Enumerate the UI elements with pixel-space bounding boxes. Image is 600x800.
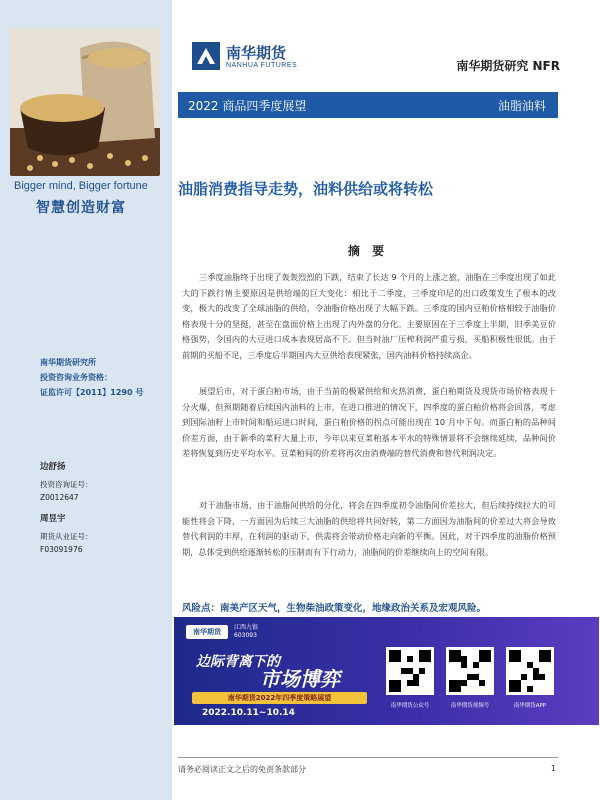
footer-divider	[178, 757, 558, 758]
qr-caption: 南华期货公众号	[390, 703, 430, 709]
abstract-paragraph: 三季度油脂终于出现了轰轰烈烈的下跌，结束了长达 9 个月的上涨之旅，油脂在三季度出现了如此大的下跌行情主要原因是供给端的巨大变化：相比于二季度，三季度印尼的出口政策发生了根本的改变，极大的改变了全球油脂的供给，令油脂价格出现了大幅下跌。三季度的国内豆粕价格相较于油脂价格表现十分的坚挺，甚至在盘面价格上出现了内外盘的分化。主要原因在于三季度上半期，旧季美豆价格强势，令国内的大豆进口成本表现居高不下。但当时油厂压榨利润严重亏损，买船积极性很低。由于前期的买船不足，三季度后半期国内大豆供给表现紧张，国内油料价格持续高企。	[182, 272, 556, 360]
slogan-english: Bigger mind, Bigger fortune	[14, 180, 148, 192]
qr-code-icon[interactable]	[446, 647, 494, 695]
nanhua-logo	[190, 40, 297, 72]
research-tag: 南华期货研究 NFR	[456, 59, 560, 73]
institute-name: 南华期货研究所	[40, 358, 96, 367]
license-number: 证监许可【2011】1290 号	[40, 388, 144, 397]
qr-caption: 南华期货视频号	[450, 703, 490, 709]
logo-chinese: 南华期货	[226, 43, 287, 62]
slogan-chinese: 智慧创造财富	[36, 200, 126, 216]
logo-english: NANHUA FUTURES	[226, 61, 298, 69]
analyst-name: 周昱宇	[40, 514, 66, 524]
qr-caption: 南华期货APP	[513, 703, 547, 709]
ad-subtitle-bar: 南华期货2022年四季度策略展望	[192, 692, 367, 704]
ad-title-line1: 边际背离下的	[196, 654, 280, 670]
abstract-paragraph: 展望后市，对于蛋白粕市场，由于当前的极紧供给和火热消费，蛋白粕期货及现货市场价格表现十分火爆，但预期随着后续国内油料的上市，在进口推进的情况下，四季度的蛋白粕价格将会回落，考虑到国际油籽上市时间和船运进口时间，蛋白粕价格的拐点可能出现在 10 月中下旬。而蛋白粕的品种间价差方面，由于新季的菜籽大量上市，今年以来豆菜粕基本平水的特殊情景将不会继续延续，品种间价差将恢复到历史平均水平。豆菜粕间的价差将再次由消费端的替代消费和替代利润决定。	[182, 386, 556, 458]
report-headline: 油脂消费指导走势，油料供给或将转松	[178, 180, 434, 198]
analyst-license: F03091976	[40, 545, 83, 554]
analyst-license-label: 投资咨询证号：	[40, 480, 93, 489]
strategy-conference-ad[interactable]	[174, 617, 599, 725]
risk-points: 风险点：南美产区天气，生物柴油政策变化，地缘政治关系及宏观风险。	[182, 603, 487, 614]
sidebar	[0, 0, 172, 800]
report-banner	[178, 92, 558, 118]
analyst-license-label: 期货从业证号：	[40, 532, 93, 541]
ad-title-line2: 市场博弈	[260, 667, 340, 691]
analyst-name: 边舒扬	[40, 462, 66, 472]
report-sector: 油脂油料	[497, 99, 546, 113]
analyst-license: Z0012647	[40, 493, 79, 502]
ad-date: 2022.10.11~10.14	[202, 708, 295, 718]
analyst-1	[40, 460, 93, 504]
abstract-paragraph: 对于油脂市场，由于油脂间供给的分化，将会在四季度初令油脂间价差拉大，但后续持续拉大的可能性将会下降，一方面因为后续三大油脂的供给将共同好转，第二方面因为油脂间的价差过大将会导致替代利润的丰厚，在利润的驱动下，供需将会带动价格走向新的平衡。因此，对于四季度的油脂价格预期，总体受到供给逐渐转松的压制而有下行动力，油脂间的价差继续向上的空间有限。	[182, 500, 556, 557]
page-number: 1	[550, 764, 556, 773]
qr-code-icon[interactable]	[386, 647, 434, 695]
institute-info	[40, 355, 143, 400]
disclaimer-note: 请务必阅读正文之后的免责条款部分	[178, 765, 306, 774]
analyst-2	[40, 512, 93, 556]
license-label: 投资咨询业务资格：	[40, 373, 112, 382]
ad-partner-logo: 江西九银 603093	[234, 624, 259, 639]
abstract-title: 摘 要	[347, 244, 389, 258]
nanhua-logo-icon	[190, 40, 222, 72]
qr-code-icon[interactable]	[506, 647, 554, 695]
soybean-photo	[10, 28, 160, 176]
ad-logo: 南华期货	[186, 625, 228, 639]
report-series: 2022 商品四季度展望	[188, 99, 307, 113]
